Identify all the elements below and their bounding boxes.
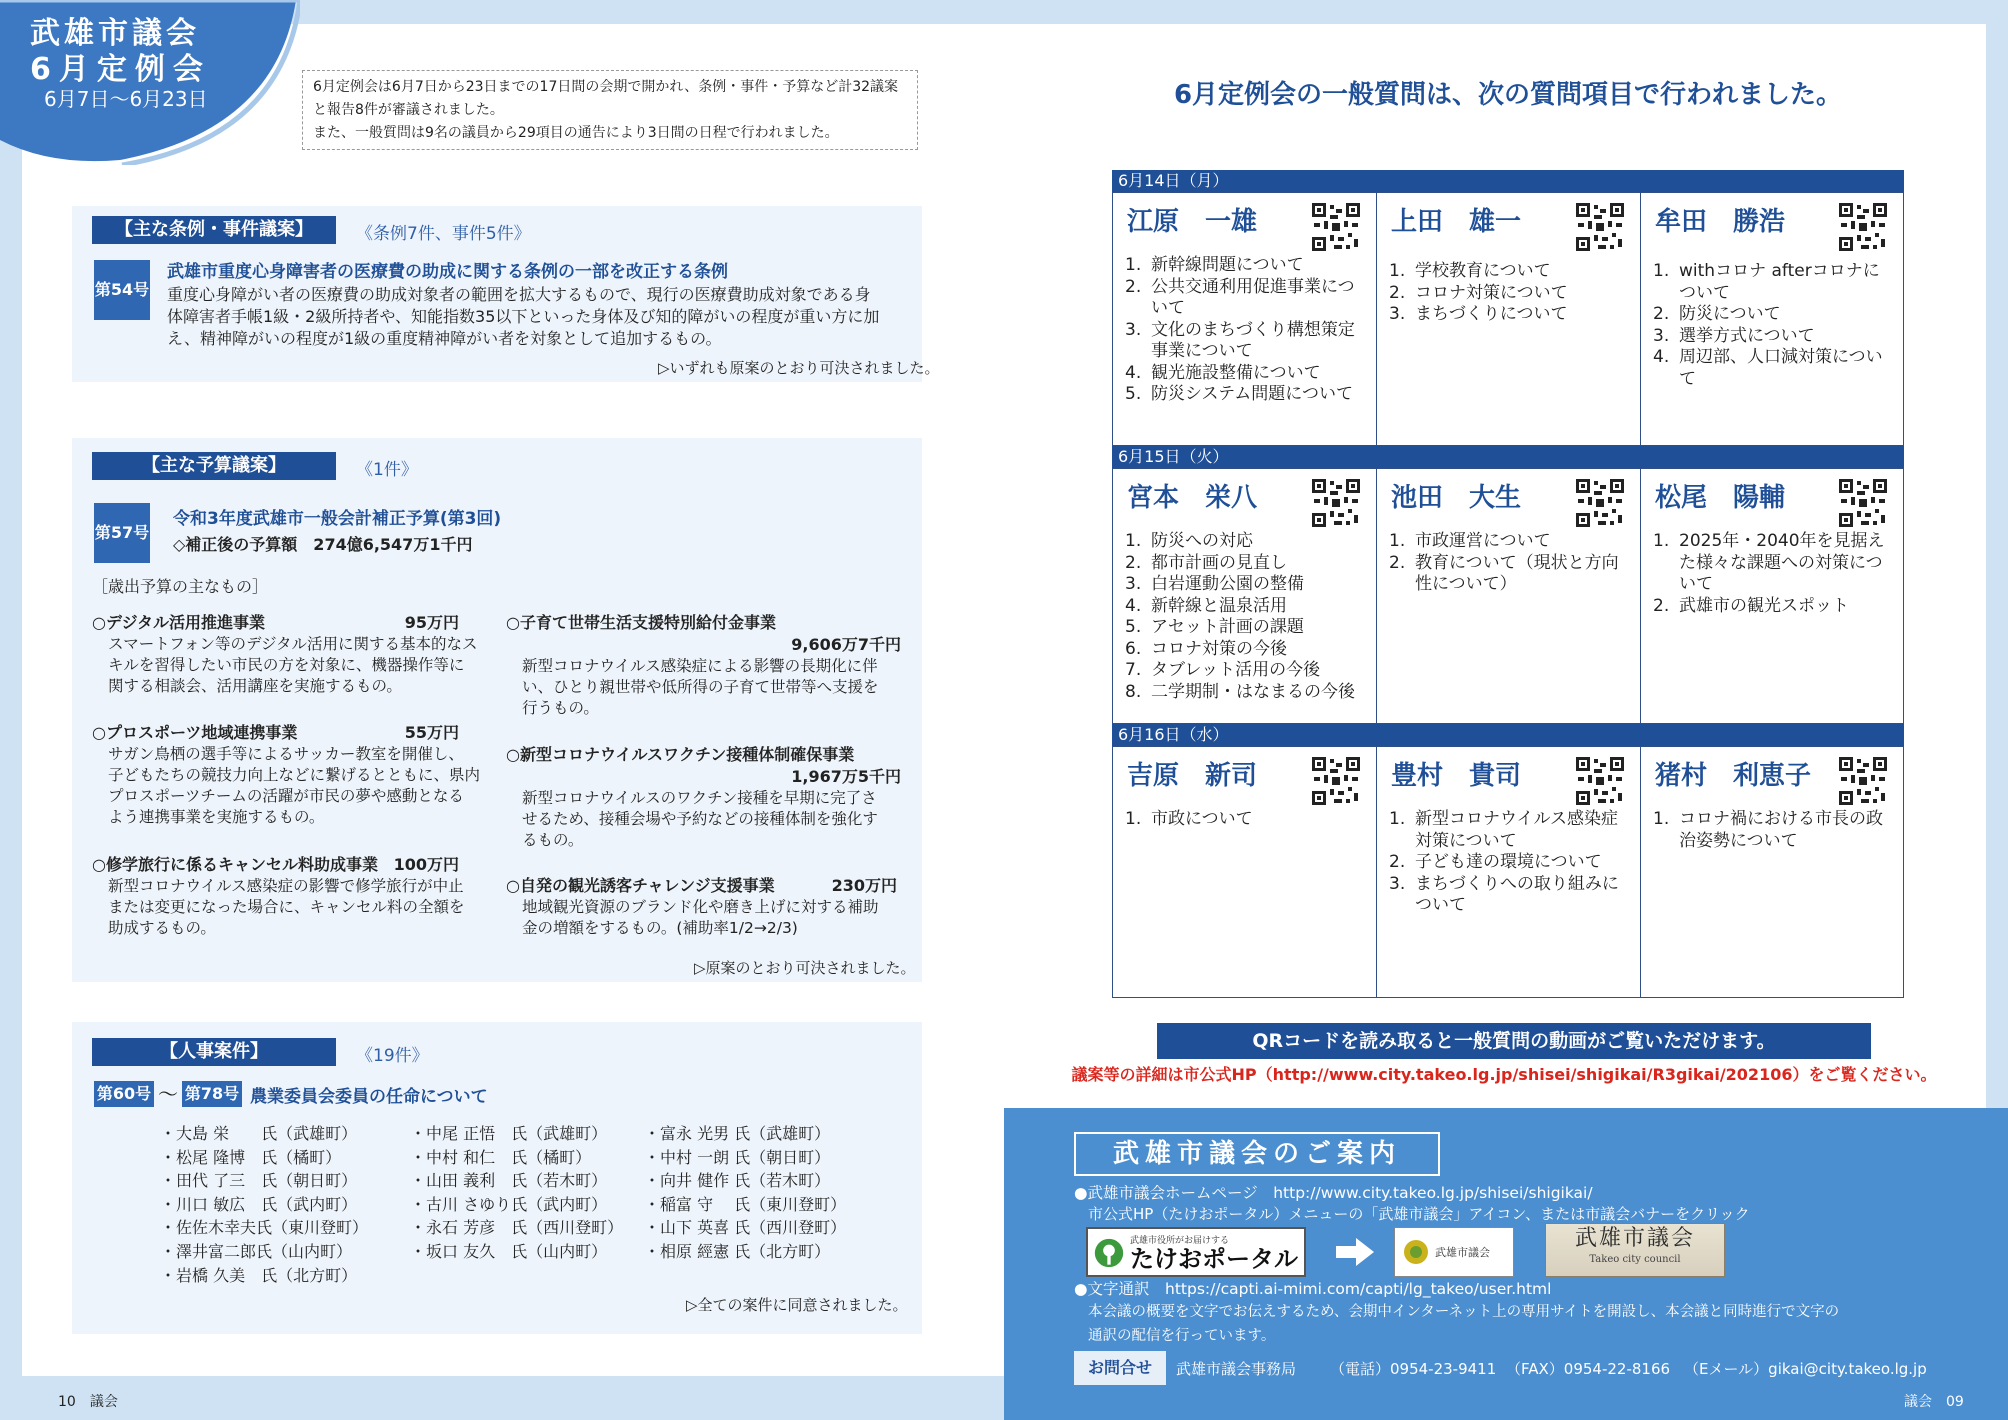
detail-note[interactable]: 議案等の詳細は市公式HP（http://www.city.takeo.lg.jp/shisei/shigikai/R3gikai/202106）をご覧ください。 <box>1071 1065 1937 1084</box>
member-card <box>1112 468 1377 724</box>
header-title-line2: 6月定例会 <box>30 52 211 87</box>
question-item <box>1125 809 1368 831</box>
question-number: 4. <box>1125 362 1142 383</box>
question-item <box>1653 347 1895 390</box>
member-column-1 <box>160 1122 368 1287</box>
budget-band: 【主な予算議案】 <box>92 452 336 480</box>
budget-item-desc: 行うもの。 <box>522 699 599 717</box>
member-name: 豊村 貴司 <box>1391 761 1522 791</box>
footer-right-page: 議会 09 <box>1904 1394 1964 1410</box>
budget-item-desc: 新型コロナウイルス感染症による影響の長期化に伴 <box>522 657 878 675</box>
ordinance-body-line: え、精神障がいの程度が1級の重度精神障がい者を対象として追加するもの。 <box>167 329 722 348</box>
question-number: 1. <box>1389 261 1406 281</box>
question-text: 周辺部、人口減対策について <box>1679 347 1883 389</box>
budget-item <box>92 612 487 697</box>
budget-item-desc: キルを習得したい市民の方を対象に、機器操作等に <box>108 656 465 674</box>
budget-item-amount: 1,967万5千円 <box>791 767 901 786</box>
question-item <box>1653 531 1895 596</box>
budget-item-desc: い、ひとり親世帯や低所得の子育て世帯等へ支援を <box>522 678 879 696</box>
member-column-3 <box>644 1122 846 1264</box>
takeo-portal-banner[interactable] <box>1086 1227 1306 1277</box>
question-list <box>1653 531 1895 617</box>
intro-line: と報告8件が審議されました。 <box>313 102 504 118</box>
ordinance-result: ▷いずれも原案のとおり可決されました。 <box>658 359 940 377</box>
question-item <box>1653 326 1895 348</box>
qr-code-icon[interactable] <box>1837 755 1889 807</box>
member-card <box>1640 746 1904 998</box>
budget-item <box>92 722 487 828</box>
question-list <box>1653 261 1895 390</box>
personnel-band: 【人事案件】 <box>92 1038 336 1066</box>
budget-item-desc: 子どもたちの競技力向上などに繋げるとともに、県内 <box>108 766 481 784</box>
qr-note: QRコードを読み取ると一般質問の動画がご覧いただけます。 <box>1157 1023 1871 1059</box>
ordinance-band: 【主な条例・事件議案】 <box>92 216 336 244</box>
member-card <box>1112 746 1377 998</box>
member-entry: ・中尾 正悟 氏（武雄町） <box>410 1124 608 1143</box>
question-number: 2. <box>1653 595 1670 616</box>
member-entry: ・田代 了三 氏（朝日町） <box>160 1171 358 1191</box>
budget-item-desc: 地域観光資源のブランド化や磨き上げに対する補助 <box>522 898 879 916</box>
member-name: 松尾 陽輔 <box>1655 483 1786 513</box>
question-item <box>1389 809 1632 852</box>
budget-item-title: ○自発の観光誘客チャレンジ支援事業 <box>506 876 775 895</box>
question-item <box>1125 574 1368 596</box>
qr-code-icon[interactable] <box>1574 201 1626 253</box>
budget-item-desc: 新型コロナウイルス感染症の影響で修学旅行が中止 <box>108 877 464 895</box>
question-text: 都市計画の見直し <box>1151 552 1287 573</box>
qr-code-icon[interactable] <box>1310 201 1362 253</box>
budget-item-amount: 230万円 <box>831 876 897 895</box>
member-entry: ・大島 栄 氏（武雄町） <box>160 1124 358 1143</box>
question-text: 新幹線と温泉活用 <box>1151 595 1287 616</box>
question-number: 1. <box>1653 809 1670 829</box>
question-list <box>1125 531 1368 703</box>
member-name: 猪村 利恵子 <box>1655 761 1812 791</box>
question-text: withコロナ afterコロナについて <box>1679 261 1880 303</box>
portal-name: たけおポータル <box>1130 1245 1298 1273</box>
budget-item-title: ○新型コロナウイルスワクチン接種体制確保事業 <box>506 745 855 764</box>
question-item <box>1125 384 1368 406</box>
question-item <box>1389 852 1632 874</box>
member-name: 上田 雄一 <box>1391 207 1522 237</box>
member-entry: ・相原 經憲 氏（北方町） <box>644 1241 831 1261</box>
member-card <box>1376 192 1641 446</box>
question-number: 1. <box>1653 531 1670 551</box>
question-number: 3. <box>1653 325 1670 346</box>
question-number: 1. <box>1125 255 1142 275</box>
question-text: まちづくりについて <box>1415 304 1568 324</box>
question-text: 武雄市の観光スポット <box>1679 595 1849 616</box>
question-item <box>1653 304 1895 326</box>
question-item <box>1389 304 1632 326</box>
question-number: 6. <box>1125 638 1142 659</box>
budget-item-amount: 100万円 <box>393 855 459 874</box>
question-text: 防災への対応 <box>1151 531 1253 551</box>
member-name: 宮本 栄八 <box>1127 483 1258 513</box>
budget-item-amount: 9,606万7千円 <box>791 635 901 654</box>
question-text: アセット計画の課題 <box>1151 617 1304 637</box>
arrow-right-icon <box>1334 1235 1376 1269</box>
qr-code-icon[interactable] <box>1574 755 1626 807</box>
question-number: 2. <box>1389 552 1406 573</box>
member-entry: ・永石 芳彦 氏（西川登町） <box>410 1218 624 1238</box>
question-list <box>1389 261 1632 326</box>
ordinance-number: 第54号 <box>94 260 150 320</box>
budget-amount: ◇補正後の予算額 274億6,547万1千円 <box>173 535 473 554</box>
member-name: 江原 一雄 <box>1127 207 1258 237</box>
personnel-count: 《19件》 <box>356 1046 429 1066</box>
ordinance-title: 武雄市重度心身障害者の医療費の助成に関する条例の一部を改正する条例 <box>167 262 728 282</box>
question-item <box>1125 255 1368 277</box>
member-name: 池田 大生 <box>1391 483 1522 513</box>
budget-item-desc: せるため、接種会場や予約などの接種体制を強化す <box>522 810 878 828</box>
ordinance-count: 《条例7件、事件5件》 <box>356 224 531 244</box>
question-list <box>1125 255 1368 406</box>
intro-line: また、一般質問は9名の議員から29項目の通告により3日間の日程で行われました。 <box>313 125 839 141</box>
member-entry: ・山田 義利 氏（若木町） <box>410 1171 608 1191</box>
budget-item <box>506 875 901 939</box>
budget-item-amount: 55万円 <box>404 723 459 742</box>
question-text: 新幹線問題について <box>1151 255 1304 275</box>
takeo-portal-logo-icon <box>1094 1235 1124 1271</box>
guide-hp-label[interactable]: ●武雄市議会ホームページ http://www.city.takeo.lg.jp/shisei/shigikai/ <box>1074 1184 1593 1202</box>
member-column-2 <box>410 1122 623 1264</box>
question-number: 1. <box>1125 809 1142 829</box>
question-item <box>1653 809 1895 852</box>
question-item <box>1125 660 1368 682</box>
qr-code-icon[interactable] <box>1574 477 1626 529</box>
budget-item-desc: スマートフォン等のデジタル活用に関する基本的なス <box>108 635 478 653</box>
question-text: 防災システム問題について <box>1151 384 1353 404</box>
budget-item-title: ○プロスポーツ地域連携事業 <box>92 723 298 742</box>
question-number: 3. <box>1389 304 1406 324</box>
qr-code-icon[interactable] <box>1837 477 1889 529</box>
question-item <box>1389 531 1632 553</box>
question-text: 市政運営について <box>1415 531 1551 551</box>
contact-fax: （FAX）0954-22-8166 <box>1506 1360 1671 1378</box>
question-item <box>1125 277 1368 320</box>
budget-item-title: ○修学旅行に係るキャンセル料助成事業 <box>92 855 378 874</box>
question-text: 新型コロナウイルス感染症対策について <box>1415 809 1618 851</box>
guide-hp-desc: 市公式HP（たけおポータル）メニューの「武雄市議会」アイコン、または市議会バナーをクリック <box>1088 1205 1750 1223</box>
member-entry: ・稲富 守 氏（東川登町） <box>644 1194 847 1214</box>
member-entry: ・山下 英喜 氏（西川登町） <box>644 1218 847 1238</box>
budget-title: 令和3年度武雄市一般会計補正予算(第3回) <box>173 509 502 529</box>
question-number: 7. <box>1125 660 1142 680</box>
contact-tel[interactable]: （電話）0954-23-9411 <box>1330 1360 1497 1378</box>
question-text: コロナ対策について <box>1415 282 1568 303</box>
question-number: 3. <box>1125 574 1142 594</box>
question-number: 3. <box>1125 319 1142 340</box>
question-item <box>1125 531 1368 553</box>
qr-code-icon[interactable] <box>1310 755 1362 807</box>
ordinance-body-line: 重度心身障がい者の医療費の助成対象者の範囲を拡大するもので、現行の医療費助成対象である身 <box>167 285 871 304</box>
council-emblem-icon <box>1403 1239 1429 1265</box>
question-item <box>1125 596 1368 618</box>
budget-main-label: ［歳出予算の主なもの］ <box>92 577 269 596</box>
qr-code-icon[interactable] <box>1310 477 1362 529</box>
question-item <box>1653 261 1895 304</box>
question-list <box>1653 809 1895 852</box>
member-card <box>1640 468 1904 724</box>
question-list <box>1389 531 1632 596</box>
member-entry: ・向井 健作 氏（若木町） <box>644 1171 831 1191</box>
budget-item-desc: サガン鳥栖の選手等によるサッカー教室を開催し、 <box>108 745 464 763</box>
question-text: コロナ禍における市長の政治姿勢について <box>1679 809 1883 851</box>
question-number: 5. <box>1125 384 1142 404</box>
council-banner[interactable] <box>1545 1223 1725 1277</box>
date-bar-jun16: 6月16日（水） <box>1112 724 1904 746</box>
guide-caption-desc <box>1088 1300 1839 1348</box>
member-card <box>1376 468 1641 724</box>
personnel-result: ▷全ての案件に同意されました。 <box>686 1296 908 1314</box>
question-item <box>1125 682 1368 704</box>
ordinance-body-line: 体障害者手帳1級・2級所持者や、知能指数35以下といった身体及び知的障がいの程度が重い方に加 <box>167 307 880 326</box>
budget-item-desc: 関する相談会、活用講座を実施するもの。 <box>108 677 402 695</box>
guide-caption-desc-line: 本会議の概要を文字でお伝えするため、会期中インターネット上の専用サイトを開設し、本会議と同時進行で文字の <box>1088 1304 1840 1320</box>
budget-item-amount: 95万円 <box>404 613 459 632</box>
budget-count: 《1件》 <box>356 460 418 480</box>
budget-item-desc: るもの。 <box>522 831 584 849</box>
intro-line: 6月定例会は6月7日から23日までの17日間の会期で開かれ、条例・事件・予算など計32議案 <box>313 79 899 95</box>
budget-item <box>506 612 901 719</box>
question-text: 2025年・2040年を見据えた様々な課題への対策について <box>1679 531 1885 594</box>
budget-result: ▷原案のとおり可決されました。 <box>694 959 916 977</box>
intro-box <box>302 70 918 150</box>
personnel-number-to: 第78号 <box>182 1081 242 1107</box>
question-text: 文化のまちづくり構想策定事業について <box>1151 319 1355 361</box>
member-entry: ・中村 一朗 氏（朝日町） <box>644 1147 831 1167</box>
question-list <box>1389 809 1632 917</box>
guide-caption-desc-line: 通訳の配信を行っています。 <box>1088 1328 1276 1344</box>
budget-item-desc: 助成するもの。 <box>108 919 216 937</box>
question-text: 公共交通利用促進事業について <box>1151 276 1355 318</box>
member-entry: ・松尾 隆博 氏（橘町） <box>160 1147 342 1167</box>
budget-item-title: ○子育て世帯生活支援特別給付金事業 <box>506 613 776 632</box>
contact-office: 武雄市議会事務局 <box>1176 1360 1297 1378</box>
question-number: 4. <box>1125 595 1142 616</box>
ordinance-body <box>167 284 907 350</box>
personnel-tilde: ～ <box>158 1082 178 1106</box>
question-item <box>1389 553 1632 596</box>
question-number: 2. <box>1125 552 1142 573</box>
question-item <box>1125 617 1368 639</box>
question-text: 防災について <box>1679 304 1781 324</box>
question-item <box>1389 261 1632 283</box>
question-number: 2. <box>1653 304 1670 324</box>
date-bar-jun15: 6月15日（火） <box>1112 446 1904 468</box>
question-item <box>1125 639 1368 661</box>
question-text: 選挙方式について <box>1679 325 1815 346</box>
question-text: タブレット活用の今後 <box>1151 660 1321 680</box>
question-text: 市政について <box>1151 809 1253 829</box>
question-text: 観光施設整備について <box>1151 362 1321 383</box>
member-entry: ・坂口 友久 氏（山内町） <box>410 1241 608 1261</box>
question-number: 1. <box>1653 261 1670 281</box>
question-text: 学校教育について <box>1415 261 1551 281</box>
question-number: 4. <box>1653 347 1670 367</box>
question-number: 3. <box>1389 873 1406 894</box>
council-icon-button[interactable] <box>1394 1227 1514 1277</box>
member-name: 牟田 勝浩 <box>1655 207 1786 237</box>
member-entry: ・川口 敏広 氏（武内町） <box>160 1194 358 1214</box>
portal-small-label: 武雄市役所がお届けする <box>1130 1236 1230 1246</box>
question-number: 8. <box>1125 681 1142 702</box>
header-dates: 6月7日～6月23日 <box>44 87 208 111</box>
council-icon-label: 武雄市議会 <box>1435 1246 1490 1259</box>
question-item <box>1653 596 1895 618</box>
question-number: 2. <box>1125 276 1142 297</box>
member-name: 吉原 新司 <box>1127 761 1258 791</box>
member-entry: ・中村 和仁 氏（橘町） <box>410 1147 592 1167</box>
budget-item-desc: よう連携事業を実施するもの。 <box>108 808 325 826</box>
budget-number: 第57号 <box>94 503 150 563</box>
question-number: 2. <box>1389 852 1406 872</box>
council-banner-main: 武雄市議会 <box>1574 1226 1695 1251</box>
questions-heading: 6月定例会の一般質問は、次の質問項目で行われました。 <box>1173 80 1843 110</box>
question-text: コロナ対策の今後 <box>1151 638 1287 659</box>
question-list <box>1125 809 1368 831</box>
member-entry: ・岩橋 久美 氏（北方町） <box>160 1265 358 1285</box>
member-card <box>1112 192 1377 446</box>
budget-item-desc: 新型コロナウイルスのワクチン接種を早期に完了さ <box>522 789 877 807</box>
question-item <box>1125 363 1368 385</box>
question-number: 1. <box>1389 531 1406 551</box>
council-banner-sub: Takeo city council <box>1589 1254 1681 1265</box>
question-item <box>1389 283 1632 305</box>
member-card <box>1376 746 1641 998</box>
budget-item-title: ○デジタル活用推進事業 <box>92 613 266 632</box>
question-number: 2. <box>1389 282 1406 303</box>
member-entry: ・富永 光男 氏（武雄町） <box>644 1124 831 1143</box>
guide-caption-label[interactable]: ●文字通訳 https://capti.ai-mimi.com/capti/lg_takeo/user.html <box>1074 1280 1552 1298</box>
question-number: 5. <box>1125 617 1142 637</box>
member-card <box>1640 192 1904 446</box>
footer-left-page: 10 議会 <box>58 1394 118 1410</box>
member-entry: ・佐佐木幸夫氏（東川登町） <box>160 1218 369 1238</box>
question-number: 1. <box>1389 809 1406 829</box>
personnel-title: 農業委員会委員の任命について <box>250 1087 488 1107</box>
guide-title: 武雄市議会のご案内 <box>1074 1132 1440 1176</box>
member-entry: ・古川 さゆり氏（武内町） <box>410 1194 608 1214</box>
question-text: 二学期制・はなまるの今後 <box>1151 681 1355 702</box>
question-text: まちづくりへの取り組みについて <box>1415 873 1619 915</box>
budget-item-desc: または変更になった場合に、キャンセル料の全額を <box>108 898 465 916</box>
question-item <box>1389 874 1632 917</box>
question-number: 1. <box>1125 531 1142 551</box>
question-text: 白岩運動公園の整備 <box>1151 574 1304 594</box>
personnel-number-from: 第60号 <box>94 1081 154 1107</box>
question-text: 子ども達の環境について <box>1415 852 1602 872</box>
question-item <box>1125 320 1368 363</box>
contact-email[interactable]: （Eメール）gikai@city.takeo.lg.jp <box>1684 1360 1927 1378</box>
question-text: 教育について（現状と方向性について） <box>1415 552 1619 594</box>
budget-item <box>92 854 487 939</box>
header-title-line1: 武雄市議会 <box>30 16 200 51</box>
date-bar-jun14: 6月14日（月） <box>1112 170 1904 192</box>
qr-code-icon[interactable] <box>1837 201 1889 253</box>
budget-item <box>506 744 901 851</box>
budget-item-desc: 金の増額をするもの。(補助率1/2→2/3) <box>522 919 798 937</box>
member-entry: ・澤井富二郎氏（山内町） <box>160 1241 353 1261</box>
contact-label: お問合せ <box>1074 1351 1166 1385</box>
question-item <box>1125 553 1368 575</box>
budget-item-desc: プロスポーツチームの活躍が市民の夢や感動となる <box>108 787 464 805</box>
